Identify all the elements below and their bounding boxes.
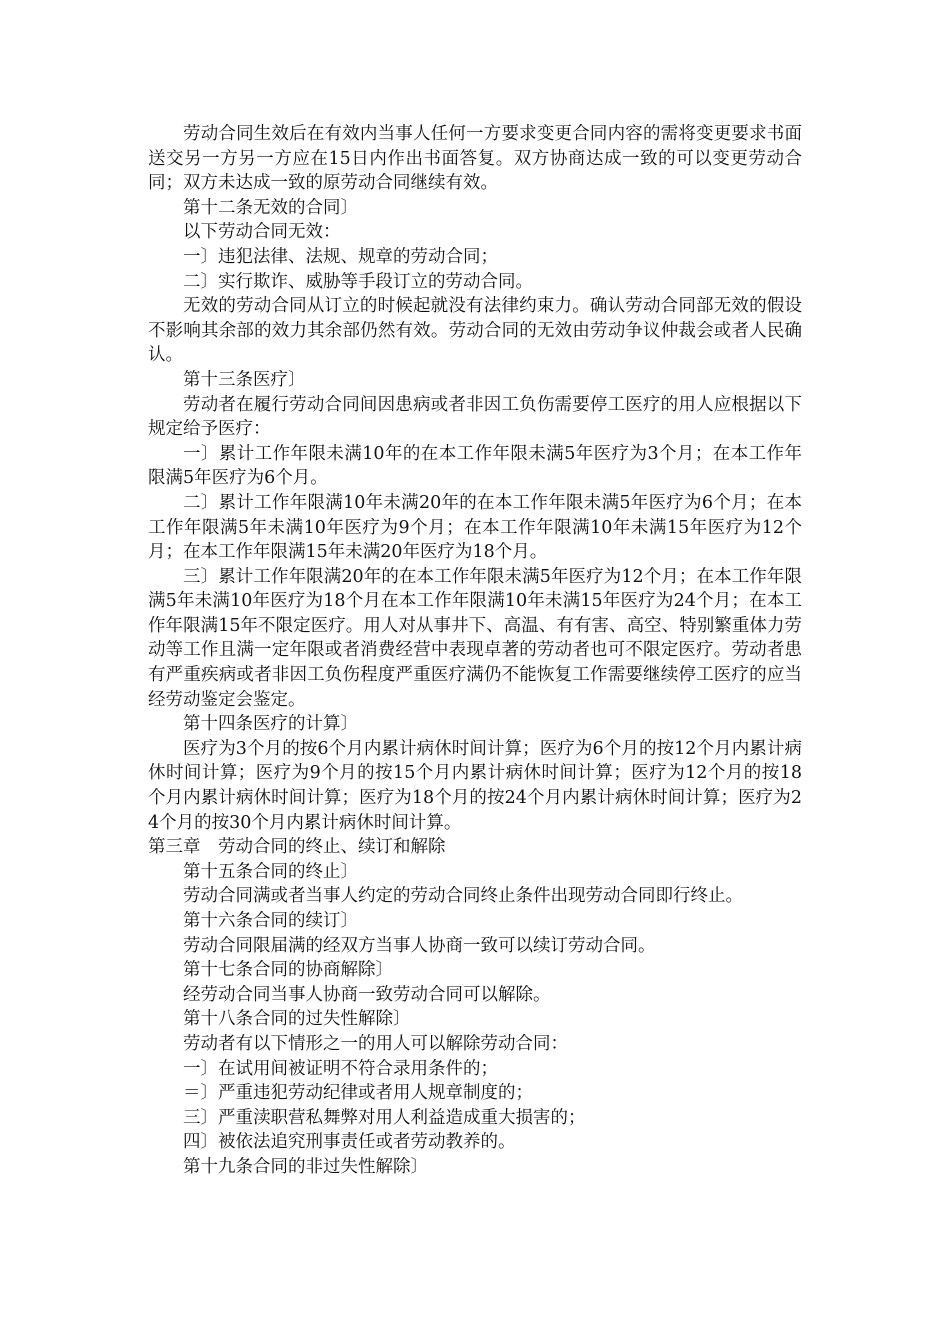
paragraph-termination: 劳动合同满或者当事人约定的劳动合同终止条件出现劳动合同即行终止。	[183, 886, 743, 907]
list-item-medical-3: 三〕累计工作年限满20年的在本工作年限未满5年医疗为12个月；在本工作年限满5年未满10年医疗为18个月在本工作年限满10年未满15年医疗为24个月；在本工作年限满15年不限定医疗。用人对从事井下、高温、有有害、高空、特别繁重体力劳动等工作且满一定年限或者消费经营中表现卓著的劳动者也可不限定医疗。劳动者患有严重疾病或者非因工负伤程度严重医疗满仍不能恢复工作需要继续停工医疗的应当经劳动鉴定会鉴定。	[148, 566, 802, 710]
article-19-heading: 第十九条合同的非过失性解除〕	[183, 1156, 428, 1177]
article-13-heading: 第十三条医疗〕	[183, 369, 306, 390]
list-item-medical-2: 二〕累计工作年限满10年未满20年的在本工作年限未满5年医疗为6个月；在本工作年限满5年未满10年医疗为9个月；在本工作年限满10年未满15年医疗为12个月；在本工作年限满15年未满20年医疗为18个月。	[148, 492, 802, 563]
list-item-medical-1: 一〕累计工作年限未满10年的在本工作年限未满5年医疗为3个月；在本工作年限满5年医疗为6个月。	[148, 443, 802, 489]
paragraph-invalid-intro: 以下劳动合同无效：	[183, 222, 341, 243]
article-18-heading: 第十八条合同的过失性解除〕	[183, 1009, 411, 1030]
list-item-invalid-1: 一〕违犯法律、法规、规章的劳动合同；	[183, 246, 498, 267]
list-item-fault-2: ＝〕严重违犯劳动纪律或者用人规章制度的；	[183, 1083, 533, 1104]
list-item-invalid-2: 二〕实行欺诈、威胁等手段订立的劳动合同。	[183, 271, 533, 292]
article-15-heading: 第十五条合同的终止〕	[183, 861, 358, 882]
article-16-heading: 第十六条合同的续订〕	[183, 911, 358, 931]
article-12-heading: 第十二条无效的合同〕	[183, 197, 358, 218]
article-14-heading: 第十四条医疗的计算〕	[183, 714, 358, 735]
chapter-3-heading: 第三章 劳动合同的终止、续订和解除	[148, 837, 446, 858]
paragraph-medical-calc: 医疗为3个月的按6个月内累计病休时间计算；医疗为6个月的按12个月内累计病休时间计算；医疗为9个月的按15个月内累计病休时间计算；医疗为12个月的按18个月内累计病休时间计算；医疗为18个月的按24个月内累计病休时间计算；医疗为24个月的按30个月内累计病休时间计算。	[148, 738, 802, 833]
paragraph-fault-dissolution-intro: 劳动者有以下情形之一的用人可以解除劳动合同：	[183, 1033, 568, 1054]
paragraph-contract-change: 劳动合同生效后在有效内当事人任何一方要求变更合同内容的需将变更要求书面送交另一方另一方应在15日内作出书面答复。双方协商达成一致的可以变更劳动合同；双方未达成一致的原劳动合同继续有效。	[148, 124, 802, 194]
list-item-fault-3: 三〕严重渎职营私舞弊对用人利益造成重大损害的；	[183, 1107, 586, 1128]
document-body	[148, 122, 802, 1180]
list-item-fault-4: 四〕被依法追究刑事责任或者劳动教养的。	[183, 1132, 516, 1153]
list-item-fault-1: 一〕在试用间被证明不符合录用条件的；	[183, 1058, 498, 1079]
paragraph-mutual-dissolution: 经劳动合同当事人协商一致劳动合同可以解除。	[183, 984, 551, 1005]
paragraph-medical-intro: 劳动者在履行劳动合同间因患病或者非因工负伤需要停工医疗的用人应根据以下规定给予医疗：	[148, 394, 802, 440]
paragraph-renewal: 劳动合同限届满的经双方当事人协商一致可以续订劳动合同。	[183, 935, 656, 956]
article-17-heading: 第十七条合同的协商解除〕	[183, 960, 393, 981]
paragraph-invalid-effect: 无效的劳动合同从订立的时候起就没有法律约束力。确认劳动合同部无效的假设不影响其余部的效力其余部仍然有效。劳动合同的无效由劳动争议仲裁会或者人民确认。	[148, 296, 802, 366]
